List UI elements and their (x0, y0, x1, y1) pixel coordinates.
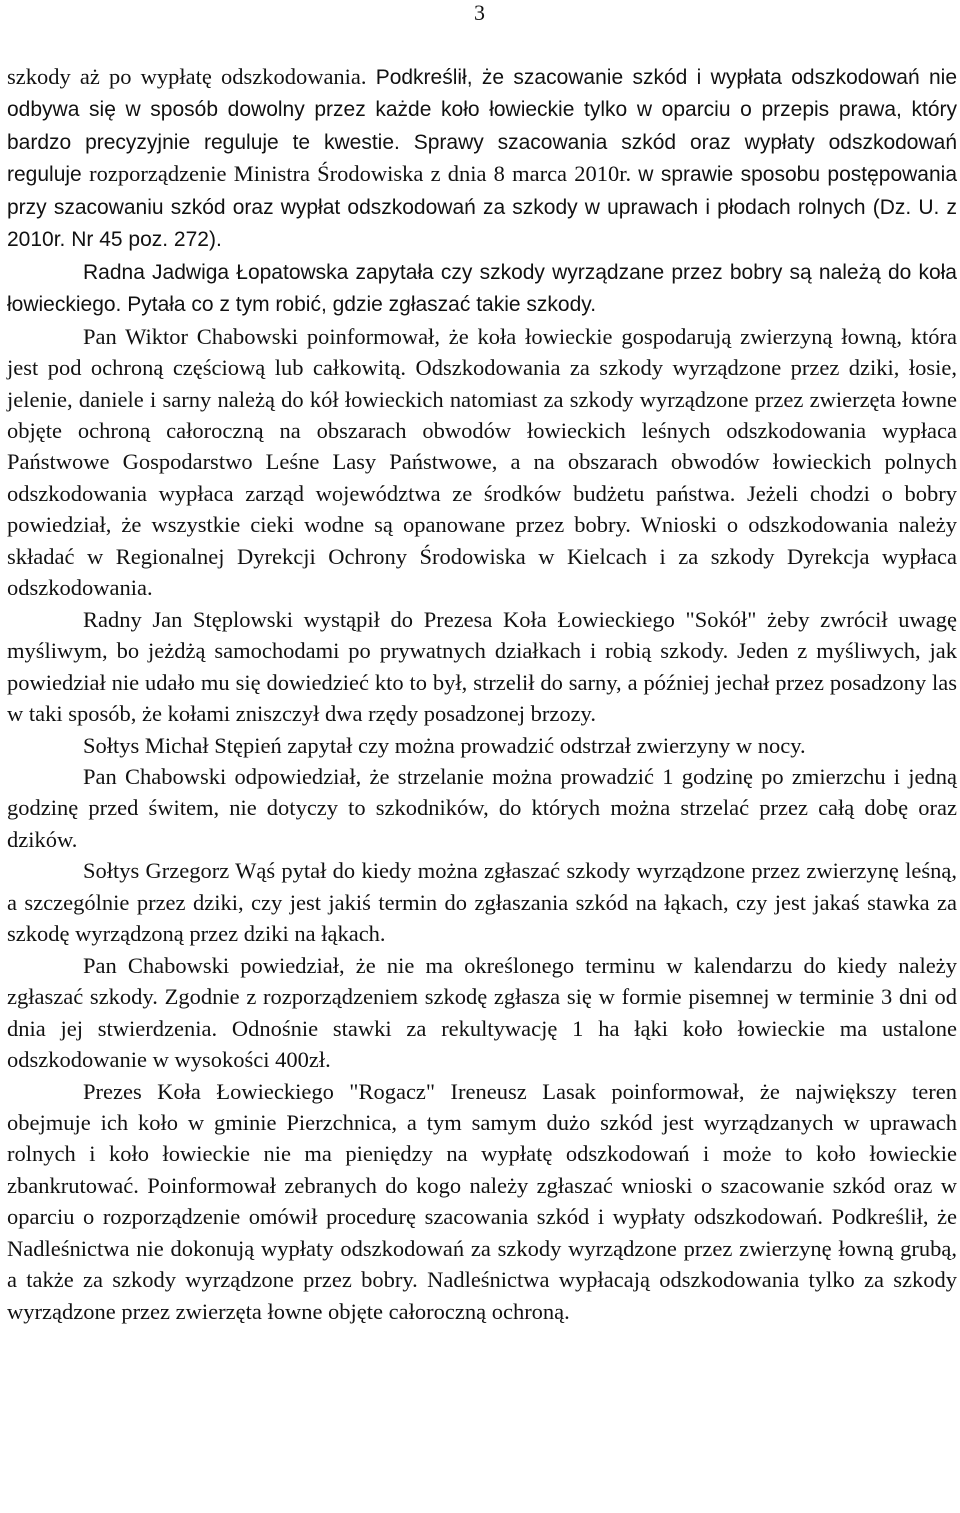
page-number: 3 (474, 0, 485, 25)
paragraph-text: szkody aż po wypłatę odszkodowania. (7, 64, 376, 89)
paragraph (7, 855, 957, 949)
paragraph-text: Prezes Koła Łowieckiego "Rogacz" Ireneusz Lasak poinformował, że największy teren obejmuje ich koło w gminie Pierzchnica, a tym samym dużo szkód jest wyrządzanych w uprawach rolnych i koło łowieckie nie ma pieniędzy na wypłatę odszkodowań i może to koło łowieckie zbankrutować. Poinformował zebranych do kogo należy zgłaszać wnioski o szacowanie szkód oraz w oparciu o rozporządzenie omówił procedurę szacowania szkód i wypłaty odszkodowań. Podkreślił, że Nadleśnictwa nie dokonują wypłaty odszkodowań za szkody wyrządzone przez zwierzynę łowną grubą, a także za szkody wyrządzone przez bobry. Nadleśnictwa wypłacają odszkodowania tylko za szkody wyrządzone przez zwierzęta łowne objęte całoroczną ochroną. (7, 1078, 957, 1324)
paragraph (7, 950, 957, 1076)
paragraph (7, 1076, 957, 1328)
document-body (7, 61, 957, 1327)
paragraph (7, 604, 957, 730)
paragraph-text: Pan Wiktor Chabowski poinformował, że koła łowieckie gospodarują zwierzyną łowną, która jest pod ochroną częściową lub całkowitą. Odszkodowania za szkody wyrządzone przez dziki, łosie, jelenie, daniele i sarny należą do kół łowieckich natomiast za szkody wyrządzone przez zwierzęta łowne objęte ochroną całoroczną na obszarach obwodów łowieckich leśnych odszkodowania wypłaca Państwowe Gospodarstwo Leśne Lasy Państwowe, a na obszarach obwodów łowieckich polnych odszkodowania wypłaca zarząd województwa ze środków budżetu państwa. Jeżeli chodzi o bobry powiedział, że wszystkie cieki wodne są opanowane przez bobry. Wnioski o odszkodowania należy składać w Regionalnej Dyrekcji Ochrony Środowiska w Kielcach i za szkody Dyrekcja wypłaca odszkodowania. (7, 323, 957, 601)
paragraph-text: Podkreślił, że szacowanie szkód i wypłata odszkodowań nie odbywa się w sposób dowolny przez każde koło łowieckie tylko w oparciu o przepis prawa, który bardzo precyzyjnie reguluje te kwestie. Sprawy szacowania szkód oraz wypłaty odszkodowań reguluje (7, 66, 958, 187)
paragraph-text: Pan Chabowski odpowiedział, że strzelanie można prowadzić 1 godzinę po zmierzchu i jedną godzinę przed świtem, nie dotyczy to szkodników, do których można strzelać przez całą dobę oraz dzików. (7, 763, 957, 852)
paragraph-text: rozporządzenie Ministra Środowiska z dnia 8 marca 2010r. (89, 161, 639, 187)
paragraph-text: Radna Jadwiga Łopatowska zapytała czy szkody wyrządzane przez bobry są należą do koła łowieckiego. Pytała co z tym robić, gdzie zgłaszać takie szkody. (7, 260, 957, 317)
paragraph (7, 321, 957, 604)
paragraph-text: Pan Chabowski powiedział, że nie ma określonego terminu w kalendarzu do kiedy należy zgłaszać szkody. Zgodnie z rozporządzeniem szkodę zgłasza się w formie pisemnej w terminie 3 dni od dnia jej stwierdzenia. Odnośnie stawki za rekultywację 1 ha łąki koło łowieckie ma ustalone odszkodowanie w wysokości 400zł. (7, 952, 957, 1073)
paragraph-text: Sołtys Michał Stępień zapytał czy można prowadzić odstrzał zwierzyny w nocy. (83, 732, 806, 758)
paragraph (7, 61, 957, 256)
paragraph (7, 730, 957, 761)
paragraph (7, 761, 957, 855)
paragraph (7, 256, 957, 321)
paragraph-text: Radny Jan Stęplowski wystąpił do Prezesa Koła Łowieckiego "Sokół" żeby zwrócił uwagę myśliwym, bo jeżdżą samochodami po prywatnych działkach i robią szkody. Jeden z myśliwych, jak powiedział nie udało mu się dowiedzieć kto to był, strzelił do sarny, a później jechał przez posadzony las w taki sposób, że kołami zniszczył dwa rzędy posadzonej brzozy. (7, 606, 957, 727)
paragraph-text: Sołtys Grzegorz Wąś pytał do kiedy można zgłaszać szkody wyrządzone przez zwierzynę leśną, a szczególnie przez dziki, czy jest jakiś termin do zgłaszania szkód na łąkach, czy jest jakaś stawka za szkodę wyrządzoną przez dziki na łąkach. (7, 858, 957, 947)
paragraph-text: w sprawie sposobu postępowania przy szacowaniu szkód oraz wypłat odszkodowań za szkody w uprawach i płodach rolnych (Dz. U. z 2010r. Nr 45 poz. 272). (7, 163, 957, 252)
